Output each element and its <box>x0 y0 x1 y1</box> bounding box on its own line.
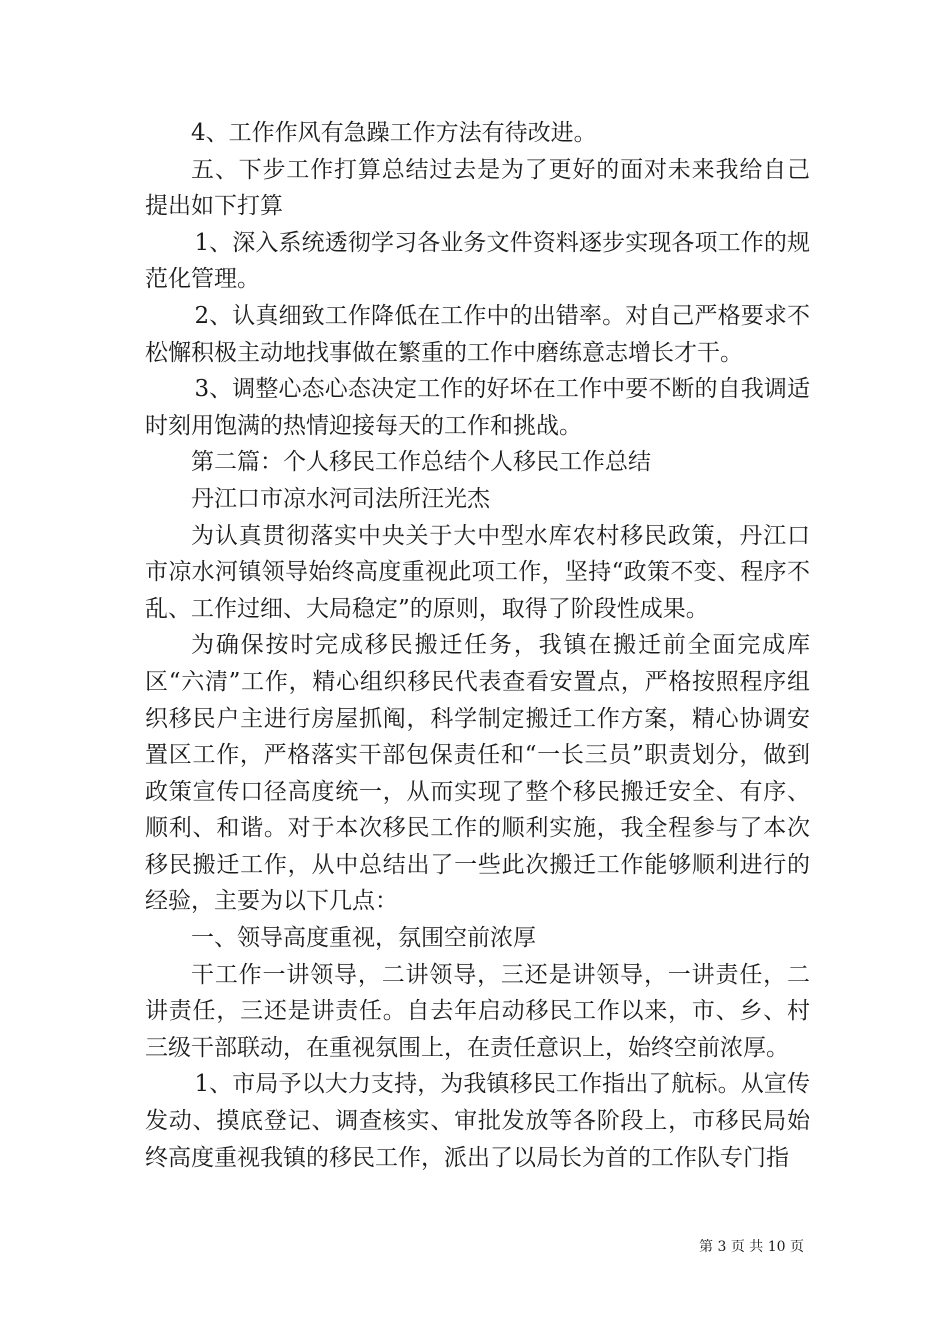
paragraph-5: 3、调整心态心态决定工作的好坏在工作中要不断的自我调适时刻用饱满的热情迎接每天的工作和挑战。 <box>145 376 810 439</box>
paragraph-9: 为确保按时完成移民搬迁任务，我镇在搬迁前全面完成库区“六清”工作，精心组织移民代表查看安置点，严格按照程序组织移民户主进行房屋抓阄，科学制定搬迁工作方案，精心协调安置区工作，严格落实干部包保责任和“一长三员”职责划分，做到政策宣传口径高度统一，从而实现了整个移民搬迁安全、有序、顺利、和谐。对于本次移民工作的顺利实施，我全程参与了本次移民搬迁工作，从中总结出了一些此次搬迁工作能够顺利进行的经验，主要为以下几点： <box>145 632 810 915</box>
section-heading-leadership: 一、领导高度重视，氛围空前浓厚 <box>191 925 536 952</box>
paragraph-8: 为认真贯彻落实中央关于大中型水库农村移民政策，丹江口市凉水河镇领导始终高度重视此项工作，坚持“政策不变、程序不乱、工作过细、大局稳定”的原则，取得了阶段性成果。 <box>145 522 810 622</box>
section-heading-second-article: 第二篇：个人移民工作总结个人移民工作总结 <box>191 449 651 476</box>
paragraph-2: 五、下步工作打算总结过去是为了更好的面对未来我给自己提出如下打算 <box>145 156 810 220</box>
paragraph-11: 干工作一讲领导，二讲领导，三还是讲领导，一讲责任，二讲责任，三还是讲责任。自去年启动移民工作以来，市、乡、村三级干部联动，在重视氛围上，在责任意识上，始终空前浓厚。 <box>145 961 810 1061</box>
page-number-footer: 第 3 页 共 10 页 <box>699 1239 804 1255</box>
paragraph-3: 1、深入系统透彻学习各业务文件资料逐步实现各项工作的规范化管理。 <box>145 229 810 293</box>
paragraph-1: 4、工作作风有急躁工作方法有待改进。 <box>191 120 597 146</box>
author-line: 丹江口市凉水河司法所汪光杰 <box>191 485 490 512</box>
paragraph-12: 1、市局予以大力支持，为我镇移民工作指出了航标。从宣传发动、摸底登记、调查核实、审批发放等各阶段上，市移民局始终高度重视我镇的移民工作，派出了以局长为首的工作队专门指 <box>145 1071 810 1171</box>
document-body <box>145 115 810 1176</box>
paragraph-4: 2、认真细致工作降低在工作中的出错率。对自己严格要求不松懈积极主动地找事做在繁重的工作中磨练意志增长才干。 <box>145 302 810 366</box>
